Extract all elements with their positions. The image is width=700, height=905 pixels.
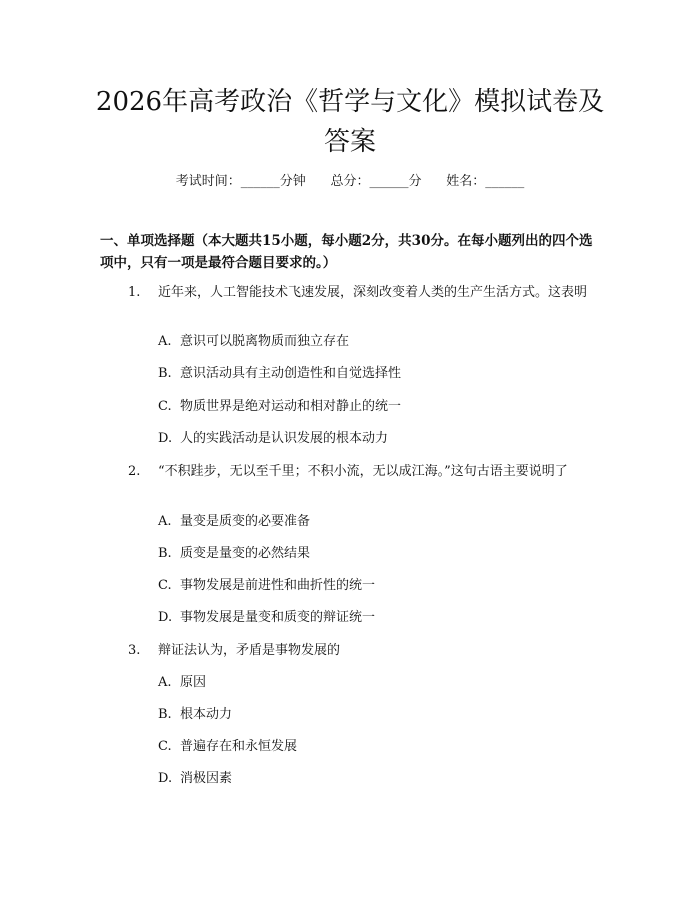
- exam-info-line: 考试时间：______分钟 总分：______分 姓名：______: [175, 174, 525, 189]
- option-letter: A.: [158, 334, 172, 349]
- question-number: 1.: [128, 285, 141, 300]
- question-number: 3.: [128, 643, 141, 658]
- option-text: 消极因素: [180, 771, 233, 786]
- option-letter: D.: [158, 610, 173, 625]
- option-text: 质变是量变的必然结果: [180, 546, 311, 561]
- option-text: 普遍存在和永恒发展: [180, 739, 298, 754]
- option-text: 原因: [180, 675, 207, 690]
- option-letter: D.: [158, 431, 173, 446]
- option-letter: A.: [158, 514, 172, 529]
- question-1: [100, 282, 600, 304]
- option-letter: A.: [158, 675, 172, 690]
- option-letter: B.: [158, 546, 172, 561]
- option-1a[interactable]: [158, 333, 349, 351]
- option-2a[interactable]: [158, 513, 310, 531]
- option-text: 意识活动具有主动创造性和自觉选择性: [180, 366, 402, 381]
- option-letter: C.: [158, 739, 172, 754]
- option-2d[interactable]: [158, 609, 375, 627]
- option-letter: D.: [158, 771, 173, 786]
- question-stem: 辩证法认为，矛盾是事物发展的: [158, 643, 341, 658]
- option-text: 事物发展是量变和质变的辩证统一: [180, 610, 376, 625]
- option-3a[interactable]: [158, 674, 206, 692]
- option-2b[interactable]: [158, 545, 310, 563]
- option-1d[interactable]: [158, 430, 388, 448]
- option-1c[interactable]: [158, 398, 401, 416]
- question-stem: 近年来，人工智能技术飞速发展，深刻改变着人类的生产生活方式。这表明: [158, 285, 588, 300]
- question-number: 2.: [128, 464, 141, 479]
- option-text: 人的实践活动是认识发展的根本动力: [180, 431, 389, 446]
- option-2c[interactable]: [158, 577, 375, 595]
- option-text: 意识可以脱离物质而独立存在: [180, 334, 350, 349]
- section-heading: 一、单项选择题（本大题共15小题，每小题2分，共30分。在每小题列出的四个选项中，只有一项是最符合题目要求的。）: [100, 233, 593, 271]
- question-2: [100, 461, 600, 483]
- option-3b[interactable]: [158, 706, 232, 724]
- question-3: [100, 640, 600, 662]
- option-1b[interactable]: [158, 365, 401, 383]
- option-text: 事物发展是前进性和曲折性的统一: [180, 578, 376, 593]
- option-3d[interactable]: [158, 770, 232, 788]
- document-title: 2026年高考政治《哲学与文化》模拟试卷及答案: [95, 87, 605, 157]
- option-letter: B.: [158, 707, 172, 722]
- option-text: 量变是质变的必要准备: [180, 514, 311, 529]
- option-letter: C.: [158, 578, 172, 593]
- option-letter: B.: [158, 366, 172, 381]
- option-letter: C.: [158, 399, 172, 414]
- question-stem: “不积跬步，无以至千里；不积小流，无以成江海。”这句古语主要说明了: [158, 464, 568, 479]
- option-text: 根本动力: [180, 707, 233, 722]
- option-text: 物质世界是绝对运动和相对静止的统一: [180, 399, 402, 414]
- option-3c[interactable]: [158, 738, 297, 756]
